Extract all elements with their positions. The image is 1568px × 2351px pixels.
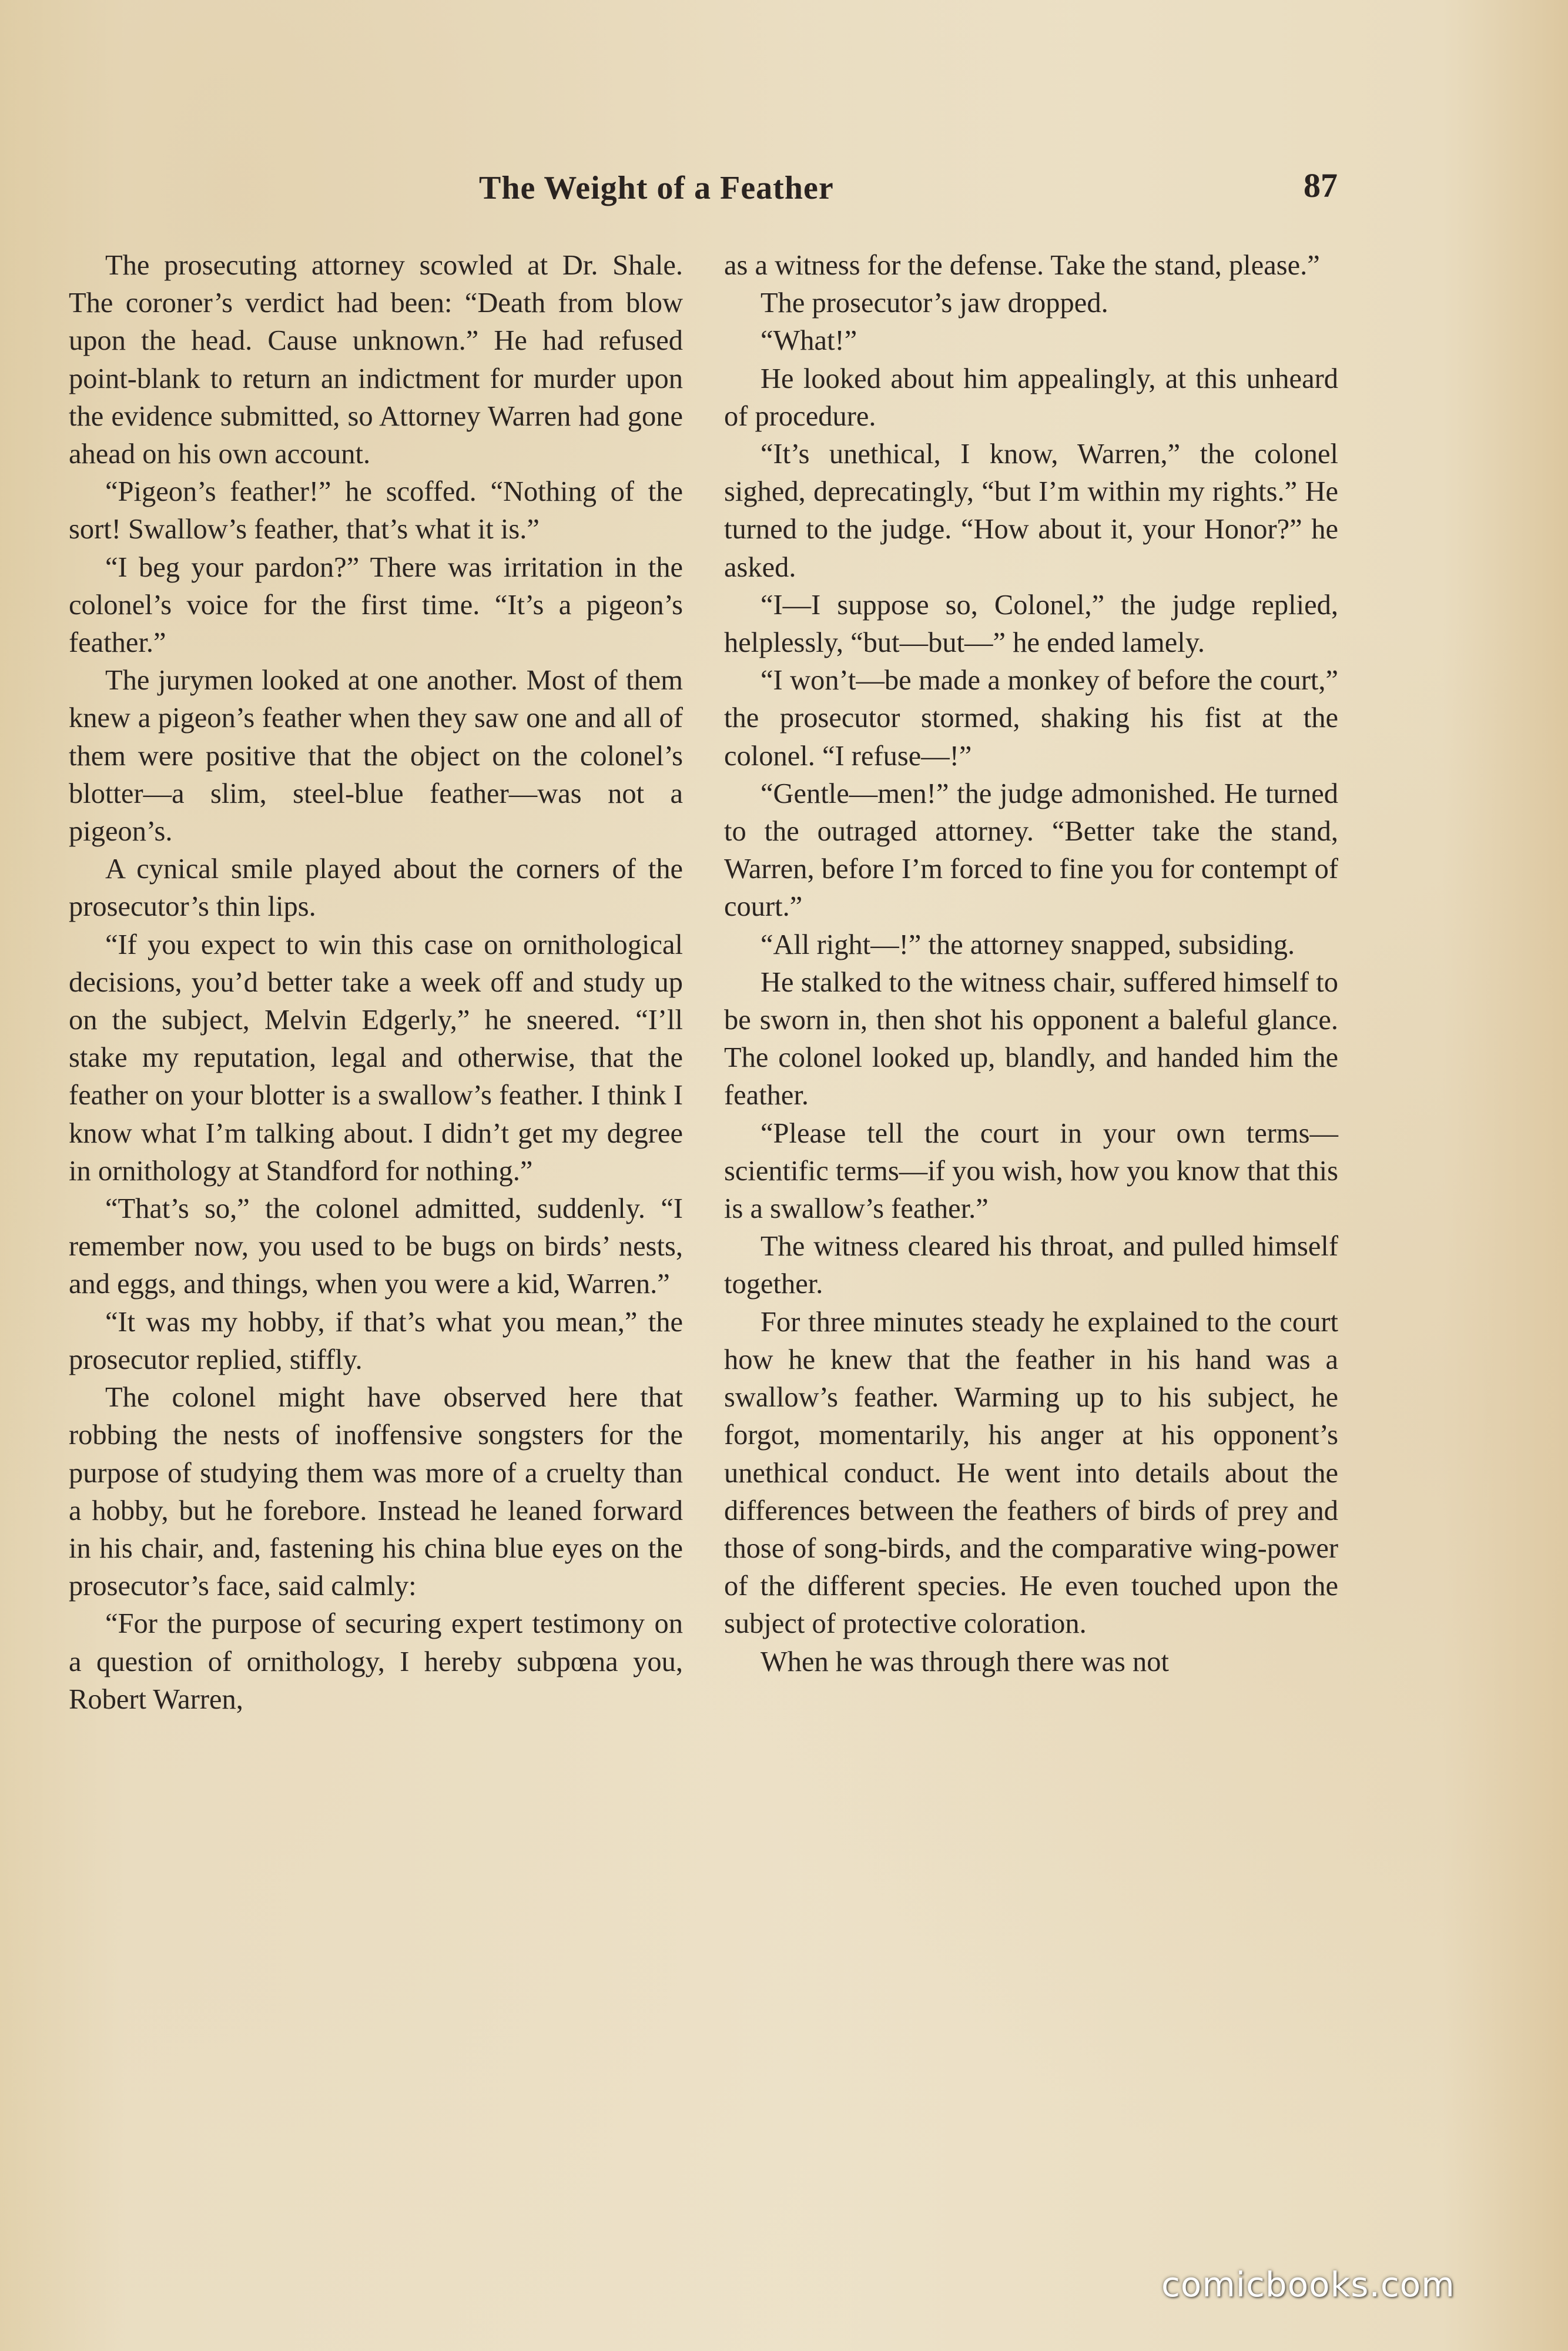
paragraph: The jurymen looked at one another. Most of them knew a pigeon’s feather when they saw one and all of them were positive that the object on the colonel’s blotter—a slim, steel-blue feather—was not a pigeon’s. — [69, 665, 683, 848]
paragraph-continued: as a witness for the defense. Take the stand, please.” — [724, 250, 1320, 281]
paragraph: He looked about him appealingly, at this unheard of procedure. — [724, 363, 1338, 432]
paragraph: The witness cleared his throat, and pulled himself together. — [724, 1231, 1338, 1300]
paragraph: The colonel might have observed here that robbing the nests of inoffensive songsters for the purpose of studying them was more of a cruelty than a hobby, but he forebore. Instead he leaned forward in his chair, and, fastening his china blue eyes on the prosecutor’s face, said calmly: — [69, 1382, 683, 1602]
page-number: 87 — [1304, 166, 1338, 205]
paragraph: The prosecuting attorney scowled at Dr. Shale. The coroner’s verdict had been: “Death from blow upon the head. Cause unknown.” He had refused point-blank to return an indictment for murder upon the evidence submitted, so Attorney Warren had gone ahead on his own account. — [69, 250, 683, 470]
paragraph: The prosecutor’s jaw dropped. — [760, 287, 1108, 319]
site-watermark: comicbooks.com — [1161, 2265, 1455, 2305]
running-title: The Weight of a Feather — [479, 170, 834, 206]
paragraph: “I—I suppose so, Colonel,” the judge replied, helplessly, “but—but—” he ended lamely. — [724, 589, 1338, 659]
paragraph: “For the purpose of securing expert testimony on a question of ornithology, I hereby subpœna you, Robert Warren, — [69, 1608, 683, 1715]
paragraph: “I beg your pardon?” There was irritation in the colonel’s voice for the first time. “It’s a pigeon’s feather.” — [69, 551, 683, 659]
paragraph: “Pigeon’s feather!” he scoffed. “Nothing of the sort! Swallow’s feather, that’s what it is.” — [69, 476, 683, 545]
paragraph: “It’s unethical, I know, Warren,” the colonel sighed, deprecatingly, “but I’m within my rights.” He turned to the judge. “How about it, your Honor?” he asked. — [724, 438, 1338, 583]
paragraph: “That’s so,” the colonel admitted, suddenly. “I remember now, you used to be bugs on birds’ nests, and eggs, and things, when you were a kid, Warren.” — [69, 1193, 683, 1300]
paragraph: “If you expect to win this case on ornithological decisions, you’d better take a week off and study up on the subject, Melvin Edgerly,” he sneered. “I’ll stake my reputation, legal and otherwise, that the feather on your blotter is a swallow’s feather. I think I know what I’m talking about. I didn’t get my degree in ornithology at Standford for nothing.” — [69, 929, 683, 1187]
paragraph: “Please tell the court in your own terms—scientific terms—if you wish, how you know that this is a swallow’s feather.” — [724, 1117, 1338, 1225]
paragraph: “It was my hobby, if that’s what you mean,” the prosecutor replied, stiffly. — [69, 1306, 683, 1375]
paragraph: “I won’t—be made a monkey of before the court,” the prosecutor stormed, shaking his fist at the colonel. “I refuse—!” — [724, 665, 1338, 772]
right-column — [724, 247, 1338, 1681]
left-column — [69, 247, 683, 1719]
paragraph: “All right—!” the attorney snapped, subsiding. — [760, 929, 1295, 960]
paragraph: When he was through there was not — [760, 1646, 1169, 1677]
paragraph: “What!” — [760, 325, 857, 357]
running-head — [0, 166, 1568, 213]
paragraph: For three minutes steady he explained to the court how he knew that the feather in his hand was a swallow’s feather. Warming up to his subject, he forgot, momentarily, his anger at his opponent’s unethical conduct. He went into details about the differences between the feathers of birds of prey and those of song-birds, and the comparative wing-power of the different species. He even touched upon the subject of protective coloration. — [724, 1306, 1338, 1640]
paragraph: A cynical smile played about the corners of the prosecutor’s thin lips. — [69, 853, 683, 923]
paragraph: He stalked to the witness chair, suffered himself to be sworn in, then shot his opponent a baleful glance. The colonel looked up, blandly, and handed him the feather. — [724, 966, 1338, 1111]
paragraph: “Gentle—men!” the judge admonished. He turned to the outraged attorney. “Better take the stand, Warren, before I’m forced to fine you for contempt of court.” — [724, 778, 1338, 923]
